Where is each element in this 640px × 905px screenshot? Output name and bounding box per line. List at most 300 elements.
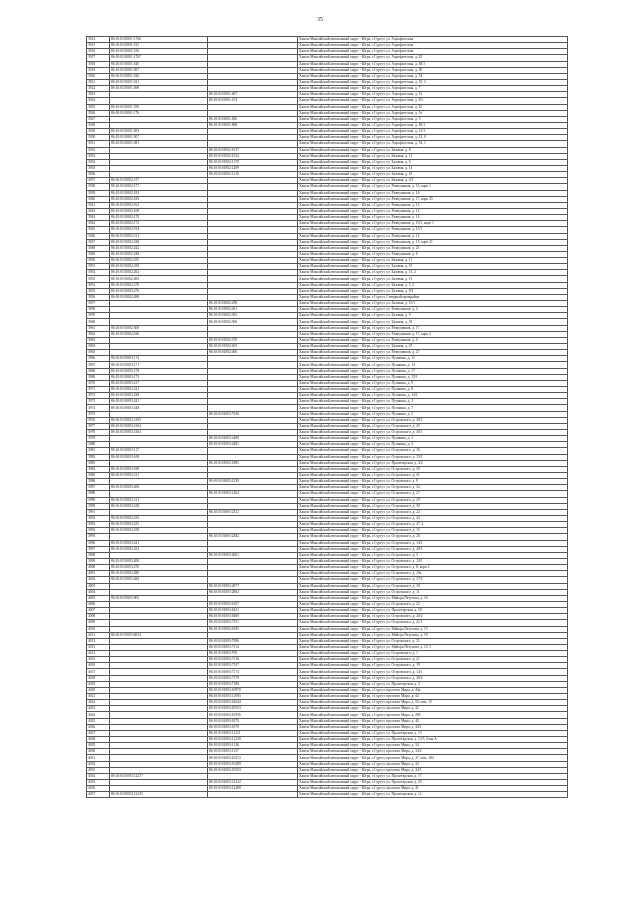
building-cadastral-number-cell: 86:10:0101003:11230 bbox=[208, 737, 298, 743]
building-cadastral-number-cell: 86:10:0101002:1209 bbox=[208, 165, 298, 171]
cadastral-number-cell: 86:10:0101003:173 bbox=[110, 374, 208, 380]
row-number-cell: 3927 bbox=[87, 116, 110, 122]
building-cadastral-number-cell: 86:10:0101002:1024 bbox=[208, 153, 298, 159]
row-number-cell: 4034 bbox=[87, 773, 110, 779]
building-cadastral-number-cell: 86:10:0101002:298 bbox=[208, 301, 298, 307]
address-cell: Ханты-Мансийский автономный округ - Югра, г.Сургут, ул. Пушкина, д. 9 bbox=[298, 380, 568, 386]
row-number-cell: 3984 bbox=[87, 466, 110, 472]
row-number-cell: 4002 bbox=[87, 577, 110, 583]
address-cell: Ханты-Мансийский автономный округ - Югра, г.Сургут, ул. Аэрофлотская, д. 5а bbox=[298, 110, 568, 116]
row-number-cell: 4028 bbox=[87, 737, 110, 743]
address-cell: Ханты-Мансийский автономный округ - Югра, г.Сургут, ул. Пролетарская, д. 4/2 bbox=[298, 460, 568, 466]
cadastral-number-cell: 86:10:0101003:280 bbox=[110, 571, 208, 577]
row-number-cell: 4012 bbox=[87, 638, 110, 644]
cadastral-number-cell: 86:10:0101002:276 bbox=[110, 288, 208, 294]
building-cadastral-number-cell: 86:10:0101002:370 bbox=[208, 337, 298, 343]
building-cadastral-number-cell: 86:10:0101003:2162 bbox=[208, 491, 298, 497]
cadastral-number-cell: 86:10:0101002:194 bbox=[110, 227, 208, 233]
address-cell: Ханты-Мансийский автономный округ - Югра, г.Сургут, ул. Разведчиков, д. 16 bbox=[298, 190, 568, 196]
address-cell: Ханты-Мансийский автономный округ - Югра, г.Сургут, ул. Островского, д. 40/1 bbox=[298, 546, 568, 552]
row-number-cell: 4003 bbox=[87, 583, 110, 589]
row-number-cell: 3916 bbox=[87, 49, 110, 55]
row-number-cell: 3972 bbox=[87, 393, 110, 399]
cadastral-number-cell: 86:10:0101002:255 bbox=[110, 258, 208, 264]
row-number-cell: 3917 bbox=[87, 55, 110, 61]
address-cell: Ханты-Мансийский автономный округ - Югра, г.Сургут, ул. Аэрофлотская bbox=[298, 49, 568, 55]
row-number-cell: 4023 bbox=[87, 706, 110, 712]
address-cell: Ханты-Мансийский автономный округ - Югра, г.Сургут, ул. Майора Петухова, д. 16 bbox=[298, 595, 568, 601]
row-number-cell: 3936 bbox=[87, 172, 110, 178]
building-cadastral-number-cell: 86:10:0101003:2882 bbox=[208, 589, 298, 595]
row-number-cell: 3939 bbox=[87, 190, 110, 196]
address-cell: Ханты-Мансийский автономный округ - Югра, г.Сургут, ул. Базовая, д. 47 bbox=[298, 344, 568, 350]
row-number-cell: 4030 bbox=[87, 749, 110, 755]
address-cell: Ханты-Мансийский автономный округ - Югра, г.Сургут, ул. Разведчиков, д. 15, корп 21 bbox=[298, 239, 568, 245]
cadastral-number-cell: 86:10:0101003:206 bbox=[110, 485, 208, 491]
row-number-cell: 3991 bbox=[87, 509, 110, 515]
cadastral-number-cell: 86:10:0101003:169 bbox=[110, 454, 208, 460]
row-number-cell: 3949 bbox=[87, 251, 110, 257]
row-number-cell: 3920 bbox=[87, 73, 110, 79]
building-cadastral-number-cell: 86:10:0101002:1210 bbox=[208, 172, 298, 178]
address-cell: Ханты-Мансийский автономный округ - Югра, г.Сургут, ул. Островского, д. 20/2 bbox=[298, 614, 568, 620]
row-number-cell: 3999 bbox=[87, 558, 110, 564]
address-cell: Ханты-Мансийский автономный округ - Югра, г.Сургут, ул. Островского, д. 14/1 bbox=[298, 558, 568, 564]
row-number-cell: 4025 bbox=[87, 718, 110, 724]
cadastral-number-cell: 86:10:0101003:217 bbox=[110, 380, 208, 386]
row-number-cell: 3919 bbox=[87, 67, 110, 73]
address-cell: Ханты-Мансийский автономный округ - Югра, г.Сургут, проспект Мира, д. 44а bbox=[298, 687, 568, 693]
address-cell: Ханты-Мансийский автономный округ - Югра, г.Сургут, проспект Мира, д. 34 bbox=[298, 743, 568, 749]
address-cell: Ханты-Мансийский автономный округ - Югра, г.Сургут, ул. Островского, д. 30 bbox=[298, 503, 568, 509]
row-number-cell: 3995 bbox=[87, 534, 110, 540]
address-cell: Ханты-Мансийский автономный округ - Югра, г.Сургут, ул. Островского, д. 25 bbox=[298, 423, 568, 429]
row-number-cell: 3924 bbox=[87, 98, 110, 104]
cadastral-number-cell: 86:10:0101003:233 bbox=[110, 515, 208, 521]
cadastral-number-cell: 86:10:0101001:1766 bbox=[110, 37, 208, 43]
cadastral-number-cell: 86:10:0101003:12217 bbox=[110, 773, 208, 779]
address-cell: Ханты-Мансийский автономный округ - Югра, г.Сургут, ул. Аэрофлотская bbox=[298, 37, 568, 43]
row-number-cell: 3926 bbox=[87, 110, 110, 116]
building-cadastral-number-cell: 86:10:0101001:467 bbox=[208, 92, 298, 98]
address-cell: Ханты-Мансийский автономный округ - Югра, г.Сургут, ул. Островского, д. 8 bbox=[298, 479, 568, 485]
address-cell: Ханты-Мансийский автономный округ - Югра, г.Сургут, ул. Разведчиков, д. 8 bbox=[298, 251, 568, 257]
cadastral-number-cell: 86:10:0101002:157 bbox=[110, 178, 208, 184]
address-cell: Ханты-Мансийский автономный округ - Югра, г.Сургут, ул. Островского, д. 21 bbox=[298, 657, 568, 663]
row-number-cell: 4019 bbox=[87, 681, 110, 687]
address-cell: Ханты-Мансийский автономный округ - Югра, г.Сургут, ул. Разведчиков, д. 25 bbox=[298, 245, 568, 251]
cadastral-number-cell: 86:10:0101002:286 bbox=[110, 294, 208, 300]
row-number-cell: 4016 bbox=[87, 663, 110, 669]
cadastral-number-cell: 86:10:0101001:516 bbox=[110, 49, 208, 55]
row-number-cell: 3980 bbox=[87, 442, 110, 448]
address-cell: Ханты-Мансийский автономный округ - Югра, г.Сургут, ул. Разведчиков, д. 4 bbox=[298, 307, 568, 313]
row-number-cell: 3937 bbox=[87, 178, 110, 184]
address-cell: Ханты-Мансийский автономный округ - Югра, г.Сургут, ул. Островского, д. 11 bbox=[298, 589, 568, 595]
cadastral-number-cell: 86:10:0101003:2164 bbox=[110, 423, 208, 429]
cadastral-number-cell: 86:10:0101001:1767 bbox=[110, 55, 208, 61]
cadastral-number-cell: 86:10:0101001:567 bbox=[110, 67, 208, 73]
building-cadastral-number-cell: 86:10:0101003:10978 bbox=[208, 687, 298, 693]
address-cell: Ханты-Мансийский автономный округ - Югра, г.Сургут, ул. Разведчиков, д. 12 bbox=[298, 233, 568, 239]
address-cell: Ханты-Мансийский автономный округ - Югра, г.Сургут, проспект Мира, д. 44/1 bbox=[298, 724, 568, 730]
building-cadastral-number-cell: 86:10:0101003:12488 bbox=[208, 786, 298, 792]
address-cell: Ханты-Мансийский автономный округ - Югра, г.Сургут, проспект Мира, д. 37, пом. 184 bbox=[298, 755, 568, 761]
row-number-cell: 4037 bbox=[87, 792, 110, 798]
cadastral-number-cell: 86:10:0101002:177 bbox=[110, 184, 208, 190]
address-cell: Ханты-Мансийский автономный округ - Югра, г.Сургут, ул. Островского, д. 37/1 bbox=[298, 577, 568, 583]
building-cadastral-number-cell: 86:10:0101003:7179 bbox=[208, 675, 298, 681]
address-cell: Ханты-Мансийский автономный округ - Югра, г.Сургут, ул. Базовая, д. 15 bbox=[298, 276, 568, 282]
address-cell: Ханты-Мансийский автономный округ - Югра, г.Сургут, ул. Островского, д. 19 bbox=[298, 663, 568, 669]
row-number-cell: 4001 bbox=[87, 571, 110, 577]
row-number-cell: 4031 bbox=[87, 755, 110, 761]
address-cell: Ханты-Мансийский автономный округ - Югра, г.Сургут, ул. Островского, д. 21/1 bbox=[298, 620, 568, 626]
cadastral-number-cell: 86:10:0101002:170 bbox=[110, 215, 208, 221]
address-cell: Ханты-Мансийский автономный округ - Югра, г.Сургут, ул. Аэрофлотская, д. 25, 3 bbox=[298, 79, 568, 85]
row-number-cell: 3944 bbox=[87, 221, 110, 227]
address-cell: Ханты-Мансийский автономный округ - Югра, г.Сургут, ул. Пролетарская, д. 17 bbox=[298, 773, 568, 779]
row-number-cell: 4021 bbox=[87, 694, 110, 700]
row-number-cell: 3914 bbox=[87, 37, 110, 43]
row-number-cell: 3946 bbox=[87, 233, 110, 239]
address-cell: Ханты-Мансийский автономный округ - Югра, г.Сургут, ул. Базовая, д. 15, 2 bbox=[298, 270, 568, 276]
address-cell: Ханты-Мансийский автономный округ - Югра, г.Сургут, ул. Островского, д. 20а bbox=[298, 571, 568, 577]
row-number-cell: 4015 bbox=[87, 657, 110, 663]
registry-table bbox=[86, 36, 568, 798]
address-cell: Ханты-Мансийский автономный округ - Югра, г.Сургут, ул. Островского, д. 15 bbox=[298, 528, 568, 534]
row-number-cell: 3929 bbox=[87, 129, 110, 135]
building-cadastral-number-cell: 86:10:0101003:2482 bbox=[208, 534, 298, 540]
building-cadastral-number-cell: 86:10:0101003:7116 bbox=[208, 657, 298, 663]
row-number-cell: 3975 bbox=[87, 411, 110, 417]
row-number-cell: 3971 bbox=[87, 387, 110, 393]
address-cell: Ханты-Мансийский автономный округ - Югра, г.Сургут, ул. Островского, д. 27 bbox=[298, 491, 568, 497]
address-cell: Ханты-Мансийский автономный округ - Югра, г.Сургут, ул. Базовая, д. 11 bbox=[298, 258, 568, 264]
row-number-cell: 4035 bbox=[87, 780, 110, 786]
address-cell: Ханты-Мансийский автономный округ - Югра, г.Сургут, проспект Мира, д. 40 bbox=[298, 718, 568, 724]
address-cell: Ханты-Мансийский автономный округ - Югра, г.Сургут, ул. Островского, д. 29 bbox=[298, 497, 568, 503]
building-cadastral-number-cell: 86:10:0101003:6480 bbox=[208, 614, 298, 620]
row-number-cell: 3986 bbox=[87, 479, 110, 485]
row-number-cell: 4024 bbox=[87, 712, 110, 718]
address-cell: Ханты-Мансийский автономный округ - Югра, г.Сургут, проспект Мира, д. 55, пом. 15 bbox=[298, 700, 568, 706]
registry-table-body bbox=[87, 37, 568, 798]
address-cell: Ханты-Мансийский автономный округ - Югра, г.Сургут, ул. Аэрофлотская, д. 54, 1 bbox=[298, 141, 568, 147]
address-cell: Ханты-Мансийский автономный округ - Югра, г.Сургут, ул. Базовая, д. 4/2 bbox=[298, 178, 568, 184]
address-cell: Ханты-Мансийский автономный округ - Югра, г.Сургут, ул. Пролетарская, д. 13/5, блок А bbox=[298, 737, 568, 743]
building-cadastral-number-cell: 86:10:0101003:11211 bbox=[208, 730, 298, 736]
row-number-cell: 4007 bbox=[87, 608, 110, 614]
row-number-cell: 4027 bbox=[87, 730, 110, 736]
building-cadastral-number-cell: 86:10:0101003:7114 bbox=[208, 644, 298, 650]
cadastral-number-cell: 86:10:0101003:238 bbox=[110, 393, 208, 399]
row-number-cell: 3963 bbox=[87, 337, 110, 343]
row-number-cell: 3993 bbox=[87, 522, 110, 528]
row-number-cell: 3941 bbox=[87, 202, 110, 208]
building-cadastral-number-cell: 86:10:0101002:306 bbox=[208, 319, 298, 325]
address-cell: Ханты-Мансийский автономный округ - Югра, г.Сургут, ул. Базовая, д. 14 bbox=[298, 165, 568, 171]
cadastral-number-cell: 86:10:0101003:212 bbox=[110, 497, 208, 503]
building-cadastral-number-cell: 86:10:0101003:709 bbox=[208, 651, 298, 657]
address-cell: Ханты-Мансийский автономный округ - Югра, г.Сургут, ул. Майора Петухова, д. 15 bbox=[298, 626, 568, 632]
cadastral-number-cell: 86:10:0101001:176 bbox=[110, 110, 208, 116]
address-cell: Ханты-Мансийский автономный округ - Югра, г.Сургут, ул. Аэрофлотская, д. 7 bbox=[298, 86, 568, 92]
row-number-cell: 4010 bbox=[87, 626, 110, 632]
address-cell: Ханты-Мансийский автономный округ - Югра, г.Сургут, ул. Островского, д. 8, корп 2 bbox=[298, 565, 568, 571]
row-number-cell: 4022 bbox=[87, 700, 110, 706]
address-cell: Ханты-Мансийский автономный округ - Югра, г.Сургут, ул. Базовая, д. 5, 2 bbox=[298, 282, 568, 288]
row-number-cell: 3928 bbox=[87, 122, 110, 128]
address-cell: Ханты-Мансийский автономный округ - Югра, г.Сургут, ул. Базовая, д. 9 bbox=[298, 313, 568, 319]
address-cell: Ханты-Мансийский автономный округ - Югра, г.Сургут, ул. Разведчиков, д. 15/1 bbox=[298, 227, 568, 233]
cadastral-number-cell: 86:10:0101002:236 bbox=[110, 239, 208, 245]
cadastral-number-cell: 86:10:0101003:2165 bbox=[110, 417, 208, 423]
row-number-cell: 3981 bbox=[87, 448, 110, 454]
building-cadastral-number-cell: 86:10:0101003:1079 bbox=[208, 724, 298, 730]
address-cell: Ханты-Мансийский автономный округ - Югра, г.Сургут, ул. Разведчиков, д. 17, корп 2 bbox=[298, 331, 568, 337]
cadastral-number-cell: 86:10:0101003:6812 bbox=[110, 632, 208, 638]
address-cell: Ханты-Мансийский автономный округ - Югра, г.Сургут, ул. Аэрофлотская, д. 48/1 bbox=[298, 61, 568, 67]
building-cadastral-number-cell: 86:10:0101003:10489 bbox=[208, 761, 298, 767]
cadastral-number-cell: 86:10:0101002:270 bbox=[110, 282, 208, 288]
row-number-cell: 3950 bbox=[87, 258, 110, 264]
address-cell: Ханты-Мансийский автономный округ - Югра, г.Сургут, ул. Пролетарская, д. 12 bbox=[298, 792, 568, 798]
row-number-cell: 3966 bbox=[87, 356, 110, 362]
cadastral-number-cell: 86:10:0101002:212 bbox=[110, 233, 208, 239]
address-cell: Ханты-Мансийский автономный округ - Югра, г.Сургут, ул. Аэрофлотская, д. 25 bbox=[298, 104, 568, 110]
building-cadastral-number-cell: 86:10:0101002:1170 bbox=[208, 159, 298, 165]
row-number-cell: 3961 bbox=[87, 325, 110, 331]
building-cadastral-number-cell: 86:10:0101003:2480 bbox=[208, 436, 298, 442]
building-cadastral-number-cell: 86:10:0101003:6421 bbox=[208, 608, 298, 614]
address-cell: Ханты-Мансийский автономный округ - Югра, г.Сургут, Северный промрайон bbox=[298, 294, 568, 300]
address-cell: Ханты-Мансийский автономный округ - Югра, г.Сургут, ул. Разведчиков, д. 4 bbox=[298, 337, 568, 343]
cadastral-number-cell: 86:10:0101003:248 bbox=[110, 405, 208, 411]
address-cell: Ханты-Мансийский автономный округ - Югра, г.Сургут, проспект Мира, д. 42 bbox=[298, 706, 568, 712]
address-cell: Ханты-Мансийский автономный округ - Югра, г.Сургут, ул. Пролетарская, д. 2 bbox=[298, 681, 568, 687]
cadastral-number-cell: 86:10:0101003:178 bbox=[110, 368, 208, 374]
address-cell: Ханты-Мансийский автономный округ - Югра, г.Сургут, ул. Островского, д. 41 bbox=[298, 472, 568, 478]
building-cadastral-number-cell bbox=[208, 792, 298, 798]
cadastral-number-cell: 86:10:0101001:498 bbox=[110, 86, 208, 92]
row-number-cell: 3943 bbox=[87, 215, 110, 221]
address-cell: Ханты-Мансийский автономный округ - Югра, г.Сургут, ул. Пушкина, д. 4 bbox=[298, 442, 568, 448]
row-number-cell: 4036 bbox=[87, 786, 110, 792]
row-number-cell: 4033 bbox=[87, 767, 110, 773]
cadastral-number-cell: 86:10:0101002:182 bbox=[110, 190, 208, 196]
row-number-cell: 4017 bbox=[87, 669, 110, 675]
address-cell: Ханты-Мансийский автономный округ - Югра, г.Сургут, проспект Мира, д. 44 bbox=[298, 694, 568, 700]
cadastral-number-cell: 86:10:0101002:166 bbox=[110, 331, 208, 337]
cadastral-number-cell: 86:10:0101001:521 bbox=[110, 79, 208, 85]
address-cell: Ханты-Мансийский автономный округ - Югра, г.Сургут, проспект Мира, д. 44/1 bbox=[298, 767, 568, 773]
address-cell: Ханты-Мансийский автономный округ - Югра, г.Сургут, ул. Островского, д. 28/2 bbox=[298, 675, 568, 681]
address-cell: Ханты-Мансийский автономный округ - Югра, г.Сургут, ул. Пушкина, д. 15/1 bbox=[298, 374, 568, 380]
address-cell: Ханты-Мансийский автономный округ - Югра, г.Сургут, ул. Разведчиков, д. 13 bbox=[298, 202, 568, 208]
building-cadastral-number-cell: 86:10:0101003:10644 bbox=[208, 700, 298, 706]
cadastral-number-cell: 86:10:0101003:228 bbox=[110, 503, 208, 509]
building-cadastral-number-cell: 86:10:0101003:1136 bbox=[208, 743, 298, 749]
row-number-cell: 3965 bbox=[87, 350, 110, 356]
row-number-cell: 3947 bbox=[87, 239, 110, 245]
building-cadastral-number-cell: 86:10:0101003:7174 bbox=[208, 669, 298, 675]
cadastral-number-cell: 86:10:0101003:235 bbox=[110, 522, 208, 528]
building-cadastral-number-cell: 86:10:0101003:7351 bbox=[208, 620, 298, 626]
cadastral-number-cell: 86:10:0101001:540 bbox=[110, 61, 208, 67]
row-number-cell: 3933 bbox=[87, 153, 110, 159]
row-number-cell: 3968 bbox=[87, 368, 110, 374]
building-cadastral-number-cell: 86:10:0101002:406 bbox=[208, 350, 298, 356]
cadastral-number-cell: 86:10:0101003:117 bbox=[110, 448, 208, 454]
building-cadastral-number-cell: 86:10:0101001:836 bbox=[208, 116, 298, 122]
row-number-cell: 3992 bbox=[87, 515, 110, 521]
row-number-cell: 3923 bbox=[87, 92, 110, 98]
address-cell: Ханты-Мансийский автономный округ - Югра, г.Сургут, ул. Разведчиков, д. 15, корп 1 bbox=[298, 184, 568, 190]
row-number-cell: 4014 bbox=[87, 651, 110, 657]
building-cadastral-number-cell: 86:10:0101003:10472 bbox=[208, 755, 298, 761]
row-number-cell: 3954 bbox=[87, 282, 110, 288]
row-number-cell: 3977 bbox=[87, 423, 110, 429]
address-cell: Ханты-Мансийский автономный округ - Югра, г.Сургут, ул. Разведчиков, д. 10/1, корп 1 bbox=[298, 221, 568, 227]
row-number-cell: 4026 bbox=[87, 724, 110, 730]
cadastral-number-cell: 86:10:0101003:270 bbox=[110, 565, 208, 571]
address-cell: Ханты-Мансийский автономный округ - Югра, г.Сургут, ул. Аэрофлотская, д. 8/2 bbox=[298, 98, 568, 104]
address-cell: Ханты-Мансийский автономный округ - Югра, г.Сургут, ул. Разведчиков, д. 14 bbox=[298, 215, 568, 221]
row-number-cell: 3958 bbox=[87, 307, 110, 313]
address-cell: Ханты-Мансийский автономный округ - Югра, г.Сургут, ул. Островского, д. 22 bbox=[298, 601, 568, 607]
address-cell: Ханты-Мансийский автономный округ - Югра, г.Сургут, ул. Базовая, д. 15 bbox=[298, 264, 568, 270]
address-cell: Ханты-Мансийский автономный округ - Югра, г.Сургут, ул. Аэрофлотская, д. 5 bbox=[298, 116, 568, 122]
row-number-cell: 3922 bbox=[87, 86, 110, 92]
address-cell: Ханты-Мансийский автономный округ - Югра, г.Сургут, ул. Аэрофлотская, д. 12/1 bbox=[298, 129, 568, 135]
row-number-cell: 3960 bbox=[87, 319, 110, 325]
address-cell: Ханты-Мансийский автономный округ - Югра, г.Сургут, ул. Базовая, д. 9/2 bbox=[298, 288, 568, 294]
building-cadastral-number-cell: 86:10:0101003:2159 bbox=[208, 479, 298, 485]
address-cell: Ханты-Мансийский автономный округ - Югра, г.Сургут, ул. Островского, д. 43 bbox=[298, 515, 568, 521]
building-cadastral-number-cell: 86:10:0101003:6167 bbox=[208, 601, 298, 607]
row-number-cell: 4008 bbox=[87, 614, 110, 620]
address-cell: Ханты-Мансийский автономный округ - Югра, г.Сургут, ул. Островского, д. 18 bbox=[298, 583, 568, 589]
address-cell: Ханты-Мансийский автономный округ - Югра, г.Сургут, ул. Островского, д. 47, 4 bbox=[298, 522, 568, 528]
address-cell: Ханты-Мансийский автономный округ - Югра, г.Сургут, ул. Пушкина, д. 5 bbox=[298, 411, 568, 417]
building-cadastral-number-cell: 86:10:0101003:6195 bbox=[208, 626, 298, 632]
building-cadastral-number-cell: 86:10:0101002:1017 bbox=[208, 147, 298, 153]
address-cell: Ханты-Мансийский автономный округ - Югра, г.Сургут, проспект Мира, д. 41 bbox=[298, 786, 568, 792]
address-cell: Ханты-Мансийский автономный округ - Югра, г.Сургут, ул. Островского, д. 14/1 bbox=[298, 669, 568, 675]
cadastral-number-cell: 86:10:0101001:493 bbox=[110, 129, 208, 135]
row-number-cell: 3985 bbox=[87, 472, 110, 478]
address-cell: Ханты-Мансийский автономный округ - Югра, г.Сургут, ул. Островского, д. 35 bbox=[298, 466, 568, 472]
address-cell: Ханты-Мансийский автономный округ - Югра, г.Сургут, проспект Мира, д. 28б bbox=[298, 712, 568, 718]
row-number-cell: 3934 bbox=[87, 159, 110, 165]
address-cell: Ханты-Мансийский автономный округ - Югра, г.Сургут, ул. Пролетарская, д. 20 bbox=[298, 780, 568, 786]
cadastral-number-cell: 86:10:0101001:581 bbox=[110, 141, 208, 147]
building-cadastral-number-cell: 86:10:0101002:301 bbox=[208, 307, 298, 313]
cadastral-number-cell: 86:10:0101003:12325 bbox=[110, 792, 208, 798]
address-cell: Ханты-Мансийский автономный округ - Югра, г.Сургут, ул. Майора Петухова, д. 15, 5 bbox=[298, 644, 568, 650]
building-cadastral-number-cell: 86:10:0101001:868 bbox=[208, 122, 298, 128]
row-number-cell: 3952 bbox=[87, 270, 110, 276]
building-cadastral-number-cell: 86:10:0101003:1137 bbox=[208, 749, 298, 755]
address-cell: Ханты-Мансийский автономный округ - Югра, г.Сургут, ул. Аэрофлотская, д. 50 bbox=[298, 67, 568, 73]
cadastral-number-cell: 86:10:0101002:185 bbox=[110, 196, 208, 202]
address-cell: Ханты-Мансийский автономный округ - Югра, г.Сургут, ул. Островского, д. 14/1 bbox=[298, 540, 568, 546]
building-cadastral-number-cell: 86:10:0101002:305 bbox=[208, 313, 298, 319]
address-cell: Ханты-Мансийский автономный округ - Югра, г.Сургут, ул. Базовая, д. 15/1 bbox=[298, 301, 568, 307]
address-cell: Ханты-Мансийский автономный округ - Югра, г.Сургут, ул. Разведчиков, д. 27 bbox=[298, 350, 568, 356]
building-cadastral-number-cell: 86:10:0101003:10553 bbox=[208, 706, 298, 712]
row-number-cell: 3931 bbox=[87, 141, 110, 147]
row-number-cell: 3932 bbox=[87, 147, 110, 153]
row-number-cell: 3955 bbox=[87, 288, 110, 294]
cadastral-number-cell: 86:10:0101002:242 bbox=[110, 245, 208, 251]
row-number-cell: 3998 bbox=[87, 552, 110, 558]
row-number-cell: 3983 bbox=[87, 460, 110, 466]
row-number-cell: 4020 bbox=[87, 687, 110, 693]
row-number-cell: 3959 bbox=[87, 313, 110, 319]
address-cell: Ханты-Мансийский автономный округ - Югра, г.Сургут, ул. Островского, д. 15/1 bbox=[298, 454, 568, 460]
row-number-cell: 3987 bbox=[87, 485, 110, 491]
address-cell: Ханты-Мансийский автономный округ - Югра, г.Сургут, ул. Пушкина, д. 14/1 bbox=[298, 393, 568, 399]
address-cell: Ханты-Мансийский автономный округ - Югра, г.Сургут, ул. Пушкина, д. 1 bbox=[298, 436, 568, 442]
row-number-cell: 3973 bbox=[87, 399, 110, 405]
address-cell: Ханты-Мансийский автономный округ - Югра, г.Сургут, ул. Аэрофлотская, д. 54 bbox=[298, 73, 568, 79]
cadastral-number-cell: 86:10:0101001:520 bbox=[110, 73, 208, 79]
cadastral-number-cell: 86:10:0101003:174 bbox=[110, 356, 208, 362]
building-cadastral-number-cell: 86:10:0101003:1075 bbox=[208, 718, 298, 724]
row-number-cell: 3982 bbox=[87, 454, 110, 460]
address-cell: Ханты-Мансийский автономный округ - Югра, г.Сургут, ул. Пушкина, д. 7 bbox=[298, 405, 568, 411]
address-cell: Ханты-Мансийский автономный округ - Югра, г.Сургут, ул. Пролетарская, д. 13 bbox=[298, 730, 568, 736]
address-cell: Ханты-Мансийский автономный округ - Югра, г.Сургут, ул. Пушкина, д. 14 bbox=[298, 362, 568, 368]
row-number-cell: 3974 bbox=[87, 405, 110, 411]
cadastral-number-cell: 86:10:0101001:550 bbox=[110, 104, 208, 110]
cadastral-number-cell: 86:10:0101003:241 bbox=[110, 399, 208, 405]
building-cadastral-number-cell: 86:10:0101003:2877 bbox=[208, 583, 298, 589]
cadastral-number-cell: 86:10:0101001:507 bbox=[110, 135, 208, 141]
building-cadastral-number-cell: 86:10:0101003:7086 bbox=[208, 638, 298, 644]
row-number-cell: 3967 bbox=[87, 362, 110, 368]
cadastral-number-cell: 86:10:0101002:265 bbox=[110, 276, 208, 282]
row-number-cell: 4009 bbox=[87, 620, 110, 626]
building-cadastral-number-cell: 86:10:0101003:10503 bbox=[208, 767, 298, 773]
address-cell: Ханты-Мансийский автономный округ - Югра, г.Сургут, ул. Островского, д. 1 bbox=[298, 651, 568, 657]
cadastral-number-cell: 86:10:0101002:248 bbox=[110, 251, 208, 257]
address-cell: Ханты-Мансийский автономный округ - Югра, г.Сургут, ул. Разведчиков, д. 17, корп 25 bbox=[298, 196, 568, 202]
row-number-cell: 3948 bbox=[87, 245, 110, 251]
address-cell: Ханты-Мансийский автономный округ - Югра, г.Сургут, ул. Островского, д. 30/1 bbox=[298, 430, 568, 436]
row-number-cell: 3935 bbox=[87, 165, 110, 171]
address-cell: Ханты-Мансийский автономный округ - Югра, г.Сургут, ул. Разведчиков, д. 17 bbox=[298, 325, 568, 331]
row-number-cell: 3957 bbox=[87, 301, 110, 307]
address-cell: Ханты-Мансийский автономный округ - Югра, г.Сургут, ул. Пушкина, д. 8 bbox=[298, 387, 568, 393]
cadastral-number-cell: 86:10:0101003:2163 bbox=[110, 430, 208, 436]
row-number-cell: 3997 bbox=[87, 546, 110, 552]
building-cadastral-number-cell: 86:10:0101003:7157 bbox=[208, 663, 298, 669]
row-number-cell: 3964 bbox=[87, 344, 110, 350]
address-cell: Ханты-Мансийский автономный округ - Югра, г.Сургут, ул. Майора Петухова, д. 19 bbox=[298, 632, 568, 638]
building-cadastral-number-cell: 86:10:0101003:11083 bbox=[208, 694, 298, 700]
address-cell: Ханты-Мансийский автономный округ - Югра, г.Сургут, ул. Островского, д. 21 bbox=[298, 638, 568, 644]
page-number: 35 bbox=[317, 17, 323, 23]
address-cell: Ханты-Мансийский автономный округ - Югра, г.Сургут, ул. Базовая, д. 8 bbox=[298, 147, 568, 153]
building-cadastral-number-cell: 86:10:0101002:403 bbox=[208, 344, 298, 350]
cadastral-number-cell: 86:10:0101003:241 bbox=[110, 540, 208, 546]
row-number-cell: 3988 bbox=[87, 491, 110, 497]
row-number-cell: 3979 bbox=[87, 436, 110, 442]
row-number-cell: 3969 bbox=[87, 374, 110, 380]
